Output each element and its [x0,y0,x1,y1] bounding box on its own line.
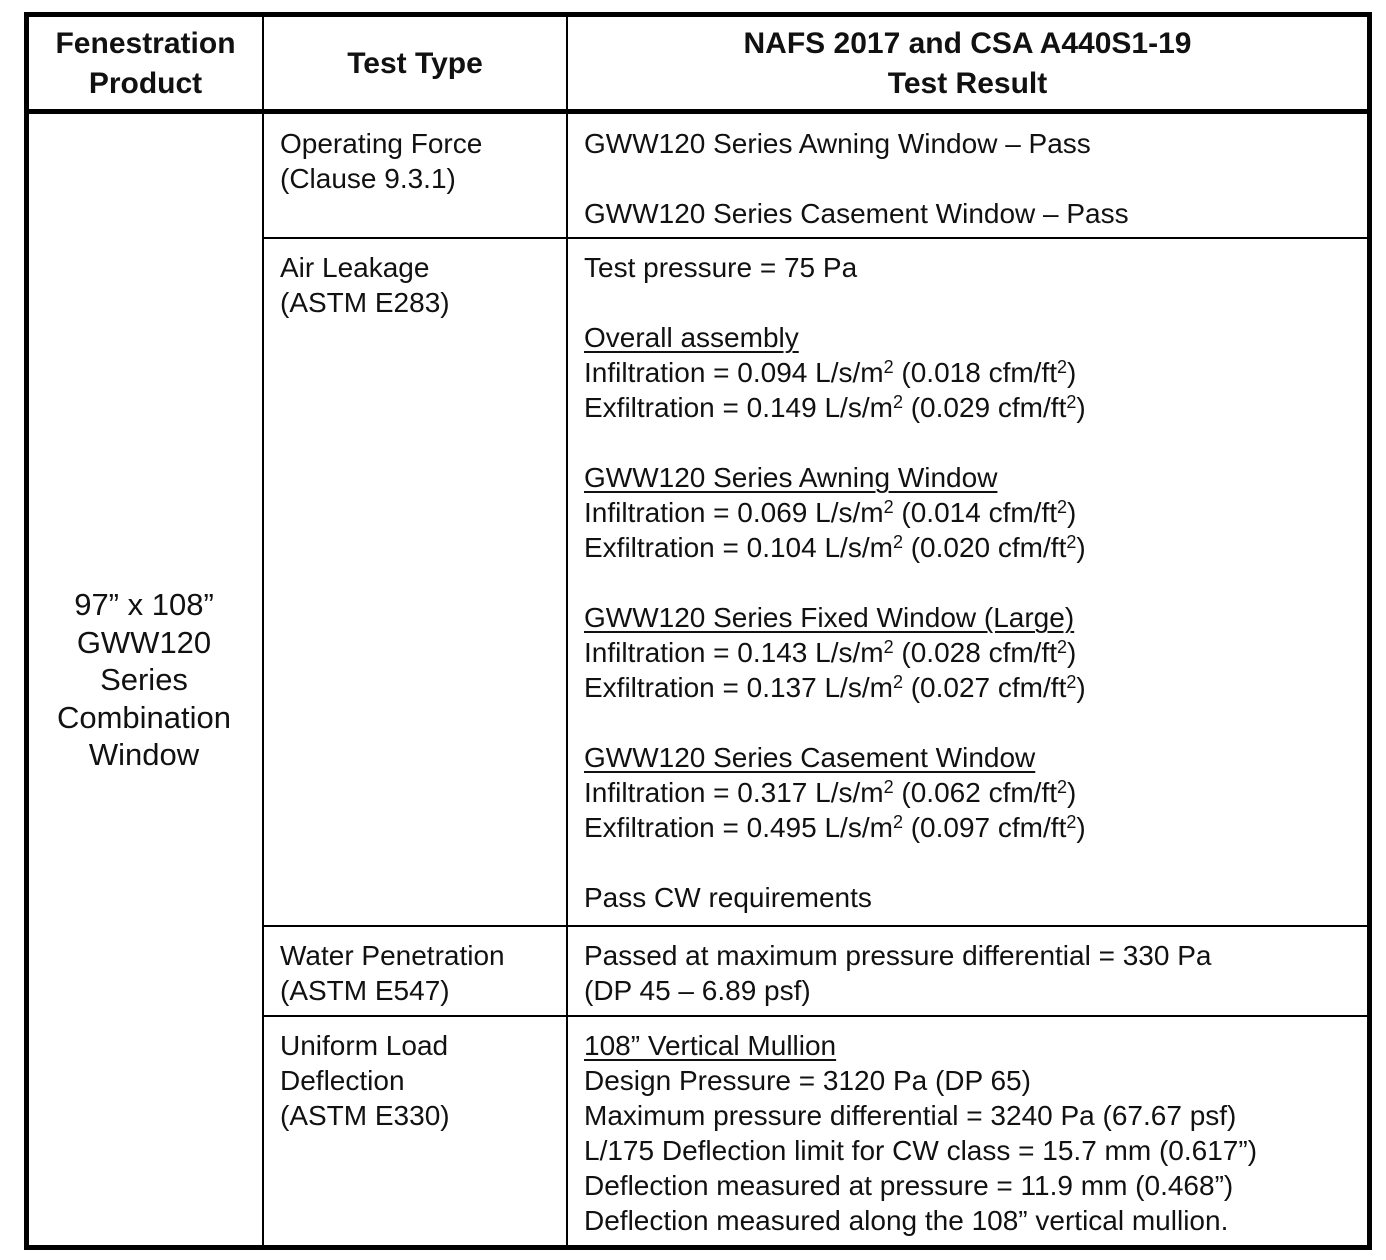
air-exfiltration: Exfiltration = 0.104 $L/s/m^2$ (0.020 cfm/$ft^2$) [584,532,1086,563]
row-divider-2 [262,925,1372,927]
uniform-load-type [280,1028,450,1133]
header-product-line-2: Product [88,67,203,100]
column-divider-1 [262,12,264,1250]
air-leakage-type-line-1: Air Leakage [280,252,430,283]
load-type-line-1: Uniform Load [280,1030,449,1061]
operating-result-casement: GWW120 Series Casement Window – Pass [584,198,1129,229]
uniform-load-result [584,1028,1257,1238]
water-type-line-1: Water Penetration [280,940,505,971]
header-test-type-label: Test Type [347,47,483,80]
water-penetration-type [280,938,505,1008]
air-exfiltration: Exfiltration = 0.149 $L/s/m^2$ (0.029 cfm/$ft^2$) [584,392,1086,423]
product-line-1: 97” x 108” [74,587,214,622]
row-divider-3 [262,1015,1372,1017]
load-result-title: 108” Vertical Mullion [584,1030,837,1061]
row-divider-1 [262,237,1372,239]
air-group-title: GWW120 Series Fixed Window (Large) [584,602,1075,633]
air-test-pressure: Test pressure = 75 Pa [584,252,858,283]
air-infiltration: Infiltration = 0.317 $L/s/m^2$ (0.062 cfm/$ft^2$) [584,777,1077,808]
load-result-line: Deflection measured at pressure = 11.9 mm (0.468”) [584,1170,1234,1201]
air-exfiltration: Exfiltration = 0.495 $L/s/m^2$ (0.097 cfm/$ft^2$) [584,812,1086,843]
load-type-line-2: Deflection [280,1065,405,1096]
operating-force-type-line-1: Operating Force [280,128,483,159]
air-infiltration: Infiltration = 0.069 $L/s/m^2$ (0.014 cfm/$ft^2$) [584,497,1077,528]
water-result-line-1: Passed at maximum pressure differential = 330 Pa [584,940,1212,971]
air-leakage-type [280,250,450,320]
product-line-5: Window [88,737,200,772]
header-product [29,24,262,104]
load-type-line-3: (ASTM E330) [280,1100,450,1131]
header-result-line-1: NAFS 2017 and CSA A440S1-19 [743,27,1192,60]
header-divider [24,109,1372,114]
load-result-line: L/175 Deflection limit for CW class = 15.7 mm (0.617”) [584,1135,1258,1166]
water-penetration-result [584,938,1211,1008]
header-product-line-1: Fenestration [55,27,236,60]
water-type-line-2: (ASTM E547) [280,975,450,1006]
header-test-type [264,44,566,84]
load-result-line: Design Pressure = 3120 Pa (DP 65) [584,1065,1031,1096]
load-result-line: Deflection measured along the 108” vertical mullion. [584,1205,1229,1236]
product-line-2: GWW120 [76,624,212,660]
load-result-line: Maximum pressure differential = 3240 Pa (67.67 psf) [584,1100,1237,1131]
air-leakage-type-line-2: (ASTM E283) [280,287,450,318]
header-result-line-2: Test Result [887,67,1048,100]
product-line-3: Series [100,662,188,697]
water-result-line-2: (DP 45 – 6.89 psf) [584,975,811,1006]
air-conclusion: Pass CW requirements [584,882,872,913]
product-line-4: Combination [56,699,232,735]
operating-result-awning: GWW120 Series Awning Window – Pass [584,128,1091,159]
air-group-title: GWW120 Series Casement Window [584,742,1036,773]
product-name [29,586,259,774]
air-exfiltration: Exfiltration = 0.137 $L/s/m^2$ (0.027 cfm/$ft^2$) [584,672,1086,703]
operating-force-result [584,126,1129,231]
air-infiltration: Infiltration = 0.094 $L/s/m^2$ (0.018 cfm/$ft^2$) [584,357,1077,388]
air-group-title: Overall assembly [584,322,799,353]
header-result [568,24,1367,104]
air-leakage-result [584,250,1086,915]
air-infiltration: Infiltration = 0.143 $L/s/m^2$ (0.028 cfm/$ft^2$) [584,637,1077,668]
operating-force-type [280,126,482,196]
air-group-title: GWW120 Series Awning Window [584,462,998,493]
column-divider-2 [566,12,568,1250]
operating-force-type-line-2: (Clause 9.3.1) [280,163,456,194]
